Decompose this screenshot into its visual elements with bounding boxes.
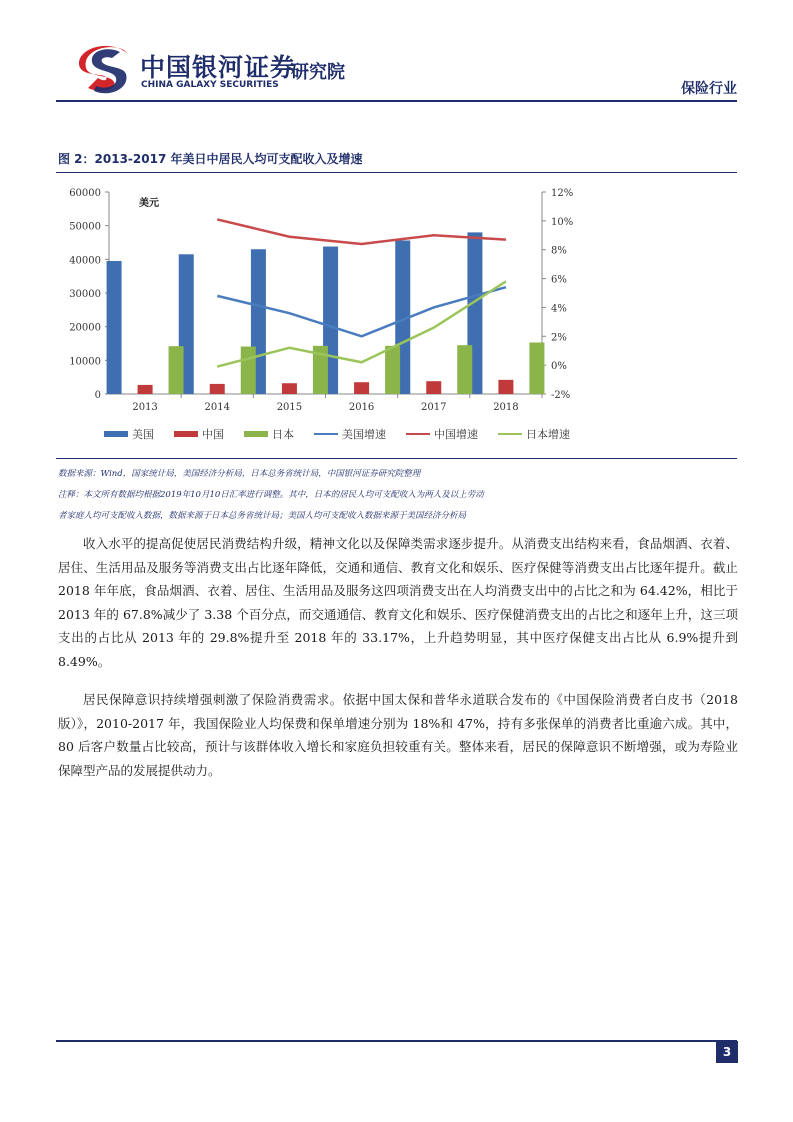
chart-unit-label: 美元 [139, 198, 159, 209]
legend-item-jp: 日本 [244, 426, 294, 442]
bar-中国-2014 [210, 384, 225, 394]
bar-日本-2017 [457, 345, 472, 394]
bar-中国-2016 [354, 382, 369, 394]
right-tick-label: 10% [551, 216, 574, 228]
industry-label: 保险行业 [681, 81, 737, 97]
left-tick-label: 30000 [69, 289, 101, 300]
x-tick-label: 2018 [493, 402, 519, 413]
right-tick-label: 0% [551, 361, 567, 373]
bar-日本-2018 [529, 342, 544, 394]
source-note: 数据来源：Wind，国家统计局，美国经济分析局，日本总务省统计局，中国银河证券研究院整理 [58, 469, 421, 479]
right-tick-label: 8% [551, 245, 567, 257]
figure-bottom-rule [56, 458, 737, 459]
x-tick-label: 2013 [132, 402, 158, 413]
brand-institute: 研究院 [291, 62, 345, 83]
legend-item-jp-growth: 日本增速 [498, 426, 570, 442]
bar-中国-2017 [426, 381, 441, 394]
line-中国增速 [217, 219, 506, 244]
figure-top-rule [56, 172, 737, 173]
body-paragraph-2: 居民保障意识持续增强刺激了保险消费需求。依据中国太保和普华永道联合发布的《中国保险消费者白皮书（2018 版）》，2010-2017 年，我国保险业人均保费和保单增速分别为 18%和 47%，持有多张保单的消费者比重逾六成。其中，80 后客户数量占比较高，预计与该群体收入增长和家庭负担较重有关。整体来看，居民的保障意识不断增强，或为寿险业保障型产品的发展提供动力。 [58, 692, 738, 778]
left-tick-label: 0 [94, 390, 101, 401]
x-tick-label: 2017 [421, 402, 447, 413]
body-paragraph-1: 收入水平的提高促使居民消费结构升级，精神文化以及保障类需求逐步提升。从消费支出结构来看，食品烟酒、衣着、居住、生活用品及服务等消费支出占比逐年降低，交通和通信、教育文化和娱乐、医疗保健等消费支出占比逐年提升。截止 2018 年年底，食品烟酒、衣着、居住、生活用品及服务这四项消费支出在人均消费支出中的占比之和为 64.42%，相比于 2013 年的 67.8%减少了 3.38 个百分点，而交通通信、教育文化和娱乐、医疗保健消费支出的占比之和逐年上升，这三项支出的占比从 2013 年的 29.8%提升至 2018 年的 33.17%，上升趋势明显，其中医疗保健支出占比从 6.9%提升到 8.49%。 [58, 536, 738, 669]
figure-title: 图 2：2013-2017 年美日中居民人均可支配收入及增速 [58, 152, 363, 166]
chart-legend [104, 426, 570, 442]
bar-中国-2015 [282, 383, 297, 394]
income-chart [56, 178, 596, 418]
x-tick-label: 2014 [204, 402, 230, 413]
x-tick-label: 2015 [276, 402, 303, 413]
brand-name-en: CHINA GALAXY SECURITIES [141, 80, 279, 90]
brand-name-cn: 中国银河证券 [140, 53, 297, 82]
bar-日本-2014 [241, 347, 256, 394]
left-tick-label: 10000 [69, 356, 101, 368]
galaxy-s-logo-icon [76, 44, 134, 94]
bar-美国-2013 [107, 261, 122, 394]
footer-divider [56, 1040, 737, 1042]
right-tick-label: 6% [551, 274, 567, 286]
legend-item-cn-growth: 中国增速 [406, 426, 478, 442]
left-tick-label: 20000 [69, 322, 101, 334]
left-tick-label: 50000 [69, 221, 101, 233]
x-tick-label: 2016 [348, 402, 375, 413]
right-tick-label: -2% [551, 390, 571, 401]
bar-中国-2018 [498, 380, 513, 394]
right-tick-label: 4% [551, 303, 567, 315]
legend-item-us-growth: 美国增速 [314, 426, 386, 442]
header-divider [56, 100, 737, 102]
figure-notes [58, 464, 738, 527]
legend-item-cn: 中国 [174, 426, 224, 442]
annotation-line-2: 者家庭人均可支配收入数据，数据来源于日本总务省统计局；美国人均可支配收入数据来源于美国经济分析局 [58, 511, 467, 521]
page-number: 3 [716, 1041, 738, 1063]
bar-中国-2013 [138, 385, 153, 394]
left-tick-label: 40000 [69, 255, 101, 267]
right-tick-label: 12% [551, 188, 574, 199]
left-tick-label: 60000 [69, 188, 101, 199]
legend-item-us: 美国 [104, 426, 154, 442]
bar-日本-2013 [169, 346, 184, 394]
right-tick-label: 2% [551, 332, 567, 344]
bar-日本-2016 [385, 346, 400, 394]
annotation-line-1: 注释：本文所有数据均根据2019年10月10日汇率进行调整。其中，日本的居民人均可支配收入为两人及以上劳动 [58, 490, 484, 500]
